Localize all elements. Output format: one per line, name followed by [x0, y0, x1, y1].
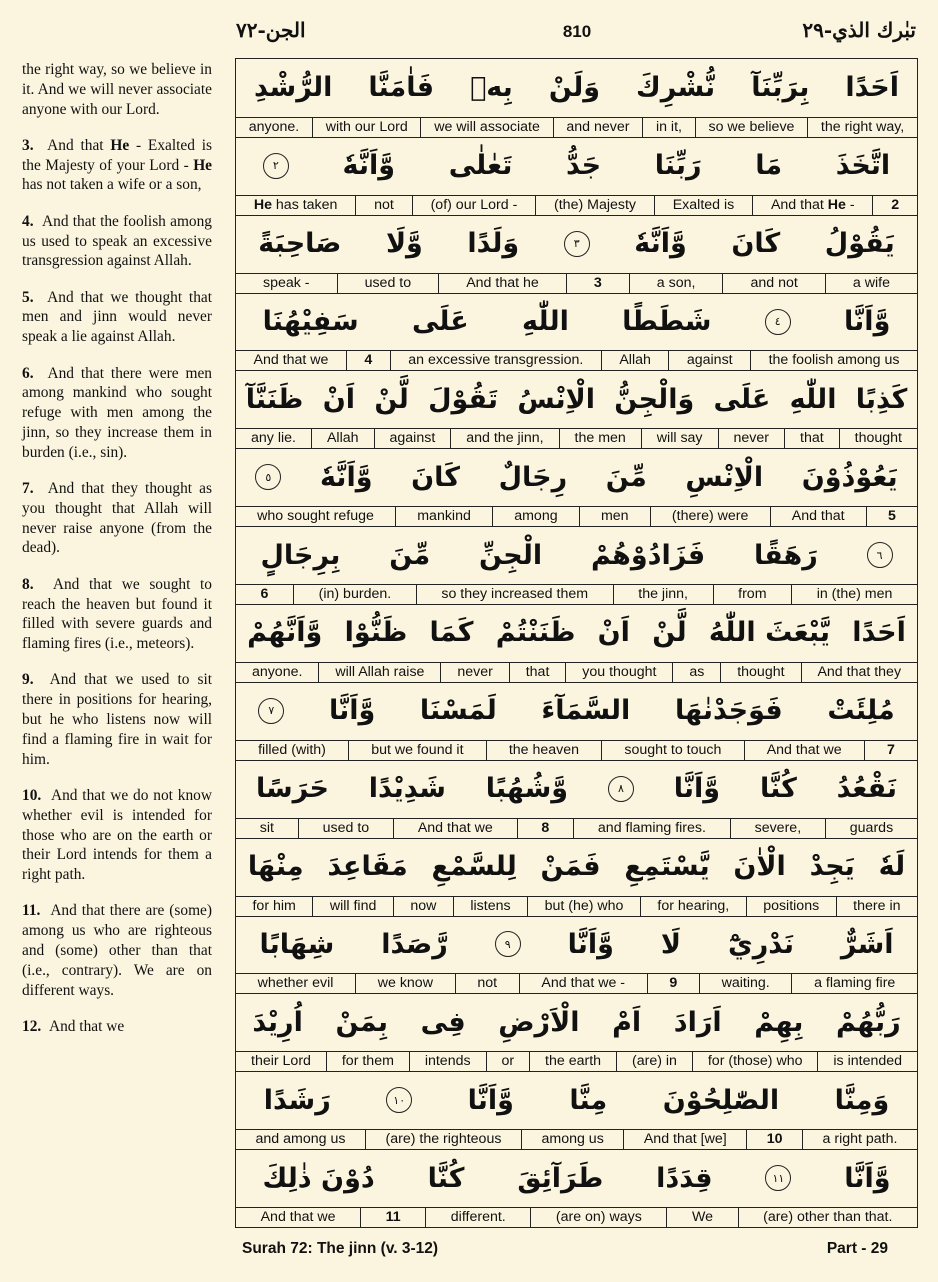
- ayah-end-marker: ٢: [263, 153, 289, 179]
- english-gloss-line: [236, 1051, 917, 1071]
- gloss-cell: a flaming fire: [791, 974, 917, 993]
- grid-row: [236, 838, 917, 917]
- page-number: [0, 22, 938, 42]
- arabic-word: بِرِجَالٍ: [260, 539, 341, 571]
- ayah-end-marker: ١١: [765, 1165, 791, 1191]
- footer-surah-info: Surah 72: The jinn (v. 3-12): [242, 1240, 439, 1257]
- arabic-word: اَنْ: [597, 617, 630, 649]
- gloss-cell: whether evil: [257, 975, 334, 992]
- gloss-cell: any lie.: [251, 430, 296, 447]
- arabic-word: قِدَدًا: [656, 1162, 713, 1194]
- translation-paragraph: [22, 479, 212, 558]
- verse-number: 5.: [22, 288, 34, 306]
- verse-number: 4.: [22, 212, 34, 230]
- translation-column: [22, 58, 212, 1053]
- arabic-word: كَمَا: [429, 617, 474, 649]
- english-gloss-line: [236, 1207, 917, 1227]
- english-gloss-line: [236, 818, 917, 838]
- arabic-word: مَقَاعِدَ: [327, 851, 408, 883]
- gloss-cell: And that we -: [519, 974, 647, 993]
- gloss-cell: guards: [825, 819, 917, 838]
- arabic-word: يَقُوْلُ: [824, 228, 895, 260]
- gloss-verse-number: 2: [872, 196, 917, 215]
- arabic-word: الْاِنْسُ: [517, 383, 595, 415]
- arabic-word: وَّاَنَّا: [467, 1084, 514, 1116]
- english-gloss-line: [236, 1129, 917, 1149]
- arabic-line: [236, 59, 917, 117]
- translation-text: And that there were men among mankind who sought refuge with men among the jinn, so they increase them in burden (i.e., sin).: [22, 364, 212, 461]
- arabic-word: اللّٰهِ: [522, 306, 569, 338]
- gloss-cell: severe,: [730, 819, 825, 838]
- gloss-cell: (are) other than that.: [738, 1208, 917, 1227]
- arabic-line: [236, 137, 917, 195]
- ayah-end-marker: ٧: [258, 698, 284, 724]
- gloss-cell: among: [492, 507, 579, 526]
- arabic-word: كُنَّا: [427, 1162, 465, 1194]
- arabic-word: فِى: [420, 1006, 466, 1038]
- arabic-word: مِنَّا: [569, 1084, 608, 1116]
- arabic-line: [236, 993, 917, 1051]
- gloss-cell: and not: [722, 274, 824, 293]
- arabic-word: شِهَابًا: [259, 928, 335, 960]
- gloss-cell: And that: [770, 507, 866, 526]
- gloss-cell: now: [393, 897, 453, 916]
- ayah-end-marker: ٩: [495, 931, 521, 957]
- gloss-cell: among us: [521, 1130, 623, 1149]
- gloss-cell: used to: [298, 819, 393, 838]
- arabic-word: وَّاَنَّا: [844, 306, 891, 338]
- gloss-verse-number: 4: [346, 351, 390, 370]
- arabic-word: نَقْعُدُ: [836, 773, 898, 805]
- translation-paragraph: [22, 136, 212, 195]
- gloss-cell: thought: [839, 429, 917, 448]
- arabic-word: اُرِيْدَ: [252, 1006, 303, 1038]
- gloss-cell: that: [784, 429, 839, 448]
- gloss-cell: a right path.: [802, 1130, 917, 1149]
- arabic-word: وَّاَنَّهٗ: [319, 461, 373, 493]
- gloss-cell: And that He -: [752, 196, 872, 215]
- arabic-word: يَّسْتَمِعِ: [624, 851, 710, 883]
- translation-text: And that there are (some) among us who are righteous and (some) other than that (i.e., contrary). We are on different ways.: [22, 902, 212, 999]
- arabic-word: نُّشْرِكَ: [636, 72, 716, 104]
- verse-number: 8.: [22, 575, 34, 593]
- gloss-cell: never: [718, 429, 784, 448]
- arabic-word: وَلَنْ: [548, 72, 601, 104]
- arabic-word: ظَنَنَّآ: [245, 383, 304, 415]
- gloss-cell: in it,: [642, 118, 695, 137]
- verse-number: 7.: [22, 480, 34, 498]
- arabic-word: حَرَسًا: [255, 773, 329, 805]
- ayah-end-marker: ١٠: [386, 1087, 412, 1113]
- gloss-cell: positions: [746, 897, 836, 916]
- gloss-cell: or: [486, 1052, 530, 1071]
- translation-paragraph: [22, 288, 212, 347]
- arabic-word: ظَنَنْتُمْ: [495, 617, 576, 649]
- arabic-word: لَّنْ: [374, 383, 409, 415]
- translation-text: And that the foolish among us used to speak an excessive transgression against Allah.: [22, 212, 213, 270]
- arabic-line: [236, 448, 917, 506]
- arabic-word: اَرَادَ: [673, 1006, 722, 1038]
- verse-number: 12.: [22, 1017, 42, 1035]
- arabic-line: [236, 838, 917, 896]
- grid-row: [236, 370, 917, 449]
- ayah-end-marker: ٤: [765, 309, 791, 335]
- gloss-cell: the earth: [529, 1052, 616, 1071]
- gloss-cell: Allah: [601, 351, 669, 370]
- arabic-word: رَشَدًا: [263, 1084, 331, 1116]
- gloss-cell: the men: [559, 429, 641, 448]
- arabic-word: وَّشُهُبًا: [485, 773, 569, 805]
- gloss-cell: will find: [312, 897, 393, 916]
- gloss-cell: waiting.: [699, 974, 791, 993]
- arabic-word: لَهٗ: [878, 851, 906, 883]
- arabic-word: اَنْ: [322, 383, 355, 415]
- arabic-word: طَرَآئِقَ: [517, 1162, 604, 1194]
- gloss-cell: who sought refuge: [257, 508, 374, 525]
- arabic-line: [236, 293, 917, 351]
- grid-row: [236, 1071, 917, 1150]
- arabic-word: وَالْجِنُّ: [614, 383, 695, 415]
- arabic-word: وَّلَا: [385, 228, 423, 260]
- arabic-word: وَّاَنَّا: [328, 695, 376, 727]
- arabic-line: [236, 682, 917, 740]
- arabic-word: مَا: [755, 150, 783, 182]
- arabic-word: رَهَقًا: [753, 539, 818, 571]
- arabic-word: الْجِنِّ: [479, 539, 543, 571]
- gloss-cell: sit: [259, 819, 274, 836]
- arabic-word: اتَّخَذَ: [835, 150, 891, 182]
- gloss-cell: filled (with): [258, 741, 326, 758]
- gloss-cell: but we found it: [348, 741, 486, 760]
- word-by-word-grid: [235, 58, 918, 1228]
- grid-row: [236, 293, 917, 372]
- ayah-end-marker: ٨: [608, 776, 634, 802]
- arabic-word: شَدِيْدًا: [368, 773, 446, 805]
- arabic-word: الرُّشْدِ: [254, 72, 333, 104]
- gloss-verse-number: 11: [360, 1208, 425, 1227]
- gloss-cell: thought: [720, 663, 800, 682]
- english-gloss-line: [236, 506, 917, 526]
- gloss-cell: for hearing,: [640, 897, 746, 916]
- grid-row: [236, 760, 917, 839]
- translation-text: And that we used to sit there in positions for hearing, but he who listens now will find a flaming fire in wait for him.: [22, 671, 212, 768]
- arabic-word: عَلَى: [411, 306, 469, 338]
- gloss-cell: a son,: [629, 274, 723, 293]
- arabic-word: السَّمَآءَ: [541, 695, 631, 727]
- english-gloss-line: [236, 740, 917, 760]
- gloss-cell: and the jinn,: [450, 429, 558, 448]
- gloss-cell: an excessive transgression.: [390, 351, 601, 370]
- gloss-cell: that: [509, 663, 566, 682]
- gloss-cell: (in) burden.: [293, 585, 416, 604]
- gloss-cell: and flaming fires.: [573, 819, 730, 838]
- arabic-word: جَدُّ: [566, 150, 602, 182]
- gloss-cell: you thought: [565, 663, 672, 682]
- translation-paragraph: [22, 60, 212, 119]
- arabic-word: وَّاَنَّا: [844, 1162, 891, 1194]
- english-gloss-line: [236, 273, 917, 293]
- gloss-cell: for them: [326, 1052, 409, 1071]
- gloss-cell: sought to touch: [601, 741, 743, 760]
- arabic-word: ظَنُّوْا: [344, 617, 408, 649]
- arabic-word: تَعٰلٰى: [448, 150, 513, 182]
- arabic-word: وَلَدًا: [467, 228, 520, 260]
- verse-number: 6.: [22, 364, 34, 382]
- gloss-verse-number: 3: [566, 274, 629, 293]
- arabic-word: وَّاَنَّهٗ: [634, 228, 687, 260]
- gloss-verse-number: 6: [260, 586, 269, 603]
- grid-row: [236, 993, 917, 1072]
- english-gloss-line: [236, 584, 917, 604]
- arabic-word: لَمَسْنَا: [419, 695, 497, 727]
- arabic-word: اَشَرٌّ: [840, 928, 894, 960]
- gloss-cell: there in: [836, 897, 917, 916]
- gloss-cell: so they increased them: [416, 585, 613, 604]
- gloss-cell: He has taken: [253, 196, 338, 213]
- footer-part: Part - 29: [826, 1240, 888, 1257]
- arabic-word: بِمَنْ: [335, 1006, 389, 1038]
- arabic-word: لَا: [660, 928, 682, 960]
- arabic-line: [236, 526, 917, 584]
- gloss-verse-number: 10: [746, 1130, 802, 1149]
- arabic-word: فَزَادُوْهُمْ: [590, 539, 706, 571]
- arabic-word: مِنْهَا: [247, 851, 304, 883]
- translation-paragraph: [22, 575, 212, 654]
- translation-text: And that we thought that men and jinn would never speak a lie against Allah.: [22, 288, 212, 346]
- gloss-cell: the foolish among us: [750, 351, 917, 370]
- translation-paragraph: [22, 1017, 212, 1037]
- arabic-word: اَمْ: [612, 1006, 642, 1038]
- arabic-word: بِرَبِّنَآ: [751, 72, 810, 104]
- arabic-word: بِهِمْ: [754, 1006, 804, 1038]
- arabic-word: وَمِنَّا: [834, 1084, 890, 1116]
- gloss-cell: a wife: [825, 274, 917, 293]
- gloss-cell: never: [440, 663, 508, 682]
- gloss-cell: mankind: [395, 507, 492, 526]
- gloss-cell: we know: [355, 974, 455, 993]
- verse-number: 9.: [22, 671, 34, 689]
- arabic-word: كَذِبًا: [855, 383, 908, 415]
- english-gloss-line: [236, 195, 917, 215]
- gloss-cell: And that we: [393, 819, 517, 838]
- arabic-line: [236, 215, 917, 273]
- arabic-word: تَقُوْلَ: [428, 383, 498, 415]
- arabic-word: فَمَنْ: [540, 851, 601, 883]
- gloss-cell: but (he) who: [527, 897, 640, 916]
- gloss-cell: the right way,: [807, 118, 917, 137]
- arabic-word: وَّاَنَّهٗ: [342, 150, 396, 182]
- gloss-cell: listens: [453, 897, 527, 916]
- gloss-cell: Allah: [311, 429, 374, 448]
- gloss-cell: the heaven: [486, 741, 602, 760]
- english-gloss-line: [236, 662, 917, 682]
- translation-text: the right way, so we believe in it. And we will never associate anyone with our Lord.: [22, 61, 212, 118]
- gloss-verse-number: 7: [864, 741, 917, 760]
- gloss-cell: not: [455, 974, 519, 993]
- gloss-cell: will Allah raise: [318, 663, 440, 682]
- arabic-word: فَاٰمَنَّا: [368, 72, 435, 104]
- translation-paragraph: [22, 786, 212, 885]
- arabic-word: لَّنْ: [652, 617, 687, 649]
- english-gloss-line: [236, 973, 917, 993]
- arabic-word: مُلِئَتْ: [827, 695, 895, 727]
- gloss-verse-number: 5: [866, 507, 917, 526]
- translation-paragraph: [22, 212, 212, 271]
- gloss-cell: (there) were: [650, 507, 770, 526]
- arabic-line: [236, 1149, 917, 1207]
- arabic-word: عَلَى: [713, 383, 771, 415]
- english-gloss-line: [236, 896, 917, 916]
- arabic-word: وَّاَنَّا: [567, 928, 614, 960]
- gloss-verse-number: 8: [517, 819, 574, 838]
- arabic-word: رَبُّهُمْ: [836, 1006, 901, 1038]
- arabic-word: مِّنَ: [605, 461, 647, 493]
- gloss-cell: And that [we]: [623, 1130, 746, 1149]
- gloss-cell: And that they: [801, 663, 918, 682]
- gloss-cell: men: [579, 507, 650, 526]
- grid-row: [236, 215, 917, 294]
- gloss-cell: (the) Majesty: [535, 196, 654, 215]
- arabic-word: شَطَطًا: [622, 306, 712, 338]
- gloss-cell: intends: [409, 1052, 486, 1071]
- arabic-word: دُوْنَ ذٰلِكَ: [262, 1162, 375, 1194]
- grid-row: [236, 59, 917, 138]
- gloss-cell: Exalted is: [654, 196, 752, 215]
- juz-name-arabic: تبٰرك الذي-٢٩: [802, 18, 916, 42]
- gloss-cell: and never: [553, 118, 643, 137]
- gloss-cell: (are) the righteous: [365, 1130, 521, 1149]
- arabic-word: الْاَرْضِ: [498, 1006, 580, 1038]
- arabic-word: رَبِّنَا: [654, 150, 702, 182]
- arabic-word: مِّنَ: [389, 539, 431, 571]
- arabic-word: لِلسَّمْعِ: [431, 851, 517, 883]
- gloss-cell: against: [668, 351, 750, 370]
- gloss-cell: speak -: [262, 274, 310, 291]
- arabic-word: سَفِيْهُنَا: [262, 306, 359, 338]
- grid-row: [236, 604, 917, 683]
- gloss-cell: with our Lord: [312, 118, 421, 137]
- grid-row: [236, 137, 917, 216]
- gloss-cell: used to: [337, 274, 439, 293]
- gloss-verse-number: 9: [647, 974, 699, 993]
- page-number-text: 810: [562, 22, 592, 41]
- verse-number: 3.: [22, 136, 34, 154]
- gloss-cell: in (the) men: [791, 585, 917, 604]
- gloss-cell: from: [713, 585, 792, 604]
- arabic-word: اللّٰهِ: [789, 383, 837, 415]
- grid-row: [236, 448, 917, 527]
- arabic-word: وَّاَنَّا: [673, 773, 721, 805]
- arabic-word: اَحَدًا: [852, 617, 906, 649]
- gloss-cell: (are) in: [616, 1052, 692, 1071]
- english-gloss-line: [236, 428, 917, 448]
- gloss-cell: And that we: [744, 741, 864, 760]
- translation-text: And that we: [48, 1017, 125, 1035]
- arabic-word: وَّاَنَّهُمْ: [247, 617, 323, 649]
- translation-text: And that we sought to reach the heaven but found it filled with severe guards and flaming fires (i.e., meteors).: [22, 575, 212, 653]
- gloss-cell: their Lord: [251, 1053, 311, 1070]
- english-gloss-line: [236, 350, 917, 370]
- gloss-cell: And that he: [438, 274, 566, 293]
- gloss-cell: And that we: [253, 352, 329, 369]
- gloss-cell: and among us: [255, 1131, 346, 1148]
- gloss-cell: the jinn,: [613, 585, 713, 604]
- gloss-cell: different.: [425, 1208, 530, 1227]
- ayah-end-marker: ٥: [255, 464, 281, 490]
- arabic-line: [236, 604, 917, 662]
- translation-paragraph: [22, 670, 212, 769]
- verse-number: 11.: [22, 902, 41, 920]
- grid-row: [236, 916, 917, 995]
- arabic-word: فَوَجَدْنٰهَا: [674, 695, 783, 727]
- grid-row: [236, 682, 917, 761]
- arabic-word: كَانَ: [731, 228, 781, 260]
- english-gloss-line: [236, 117, 917, 137]
- translation-paragraph: [22, 901, 212, 1000]
- gloss-cell: (of) our Lord -: [412, 196, 535, 215]
- gloss-cell: as: [672, 663, 720, 682]
- ayah-end-marker: ٣: [564, 231, 590, 257]
- grid-row: [236, 1149, 917, 1227]
- surah-name-arabic: الجن-٧٢: [236, 18, 306, 42]
- translation-text: And that they thought as you thought that Allah will never raise anyone (from the dead).: [22, 480, 212, 557]
- translation-paragraph: [22, 364, 212, 463]
- gloss-cell: for him: [252, 897, 296, 914]
- gloss-cell: (are on) ways: [530, 1208, 666, 1227]
- gloss-cell: And that we: [260, 1208, 336, 1225]
- arabic-word: يَجِدْ: [809, 851, 855, 883]
- gloss-cell: We: [666, 1208, 737, 1227]
- gloss-cell: anyone.: [251, 663, 303, 680]
- arabic-line: [236, 1071, 917, 1129]
- translation-text: And that He - Exalted is the Majesty of your Lord - He has not taken a wife or a son,: [22, 136, 212, 194]
- arabic-word: الصّٰلِحُوْنَ: [662, 1084, 780, 1116]
- gloss-cell: will say: [641, 429, 718, 448]
- arabic-word: رَّصَدًا: [381, 928, 448, 960]
- arabic-word: كَانَ: [411, 461, 460, 493]
- arabic-word: نَدْرِيْٓ: [727, 928, 794, 960]
- arabic-word: الْاِنْسِ: [685, 461, 764, 493]
- arabic-word: يَعُوْذُوْنَ: [801, 461, 898, 493]
- translation-text: And that we do not know whether evil is intended for those who are on the earth or their Lord intends for them a right path.: [22, 786, 212, 884]
- verse-number: 10.: [22, 786, 42, 804]
- ayah-end-marker: ٦: [867, 542, 893, 568]
- gloss-cell: not: [355, 196, 411, 215]
- arabic-line: [236, 760, 917, 818]
- gloss-cell: we will associate: [420, 118, 552, 137]
- arabic-word: رِجَالٌ: [498, 461, 568, 493]
- gloss-cell: is intended: [817, 1052, 917, 1071]
- arabic-word: بِهٖ: [470, 72, 513, 104]
- gloss-cell: for (those) who: [692, 1052, 818, 1071]
- gloss-cell: anyone.: [248, 118, 300, 135]
- arabic-word: الْاٰنَ: [733, 851, 786, 883]
- arabic-word: كُنَّا: [759, 773, 797, 805]
- arabic-line: [236, 370, 917, 428]
- arabic-word: اَحَدًا: [845, 72, 899, 104]
- arabic-word: صَاحِبَةً: [258, 228, 342, 260]
- arabic-word: يَّبْعَثَ اللّٰهُ: [708, 617, 831, 649]
- arabic-line: [236, 916, 917, 974]
- gloss-cell: so we believe: [695, 118, 807, 137]
- gloss-cell: against: [374, 429, 451, 448]
- grid-row: [236, 526, 917, 605]
